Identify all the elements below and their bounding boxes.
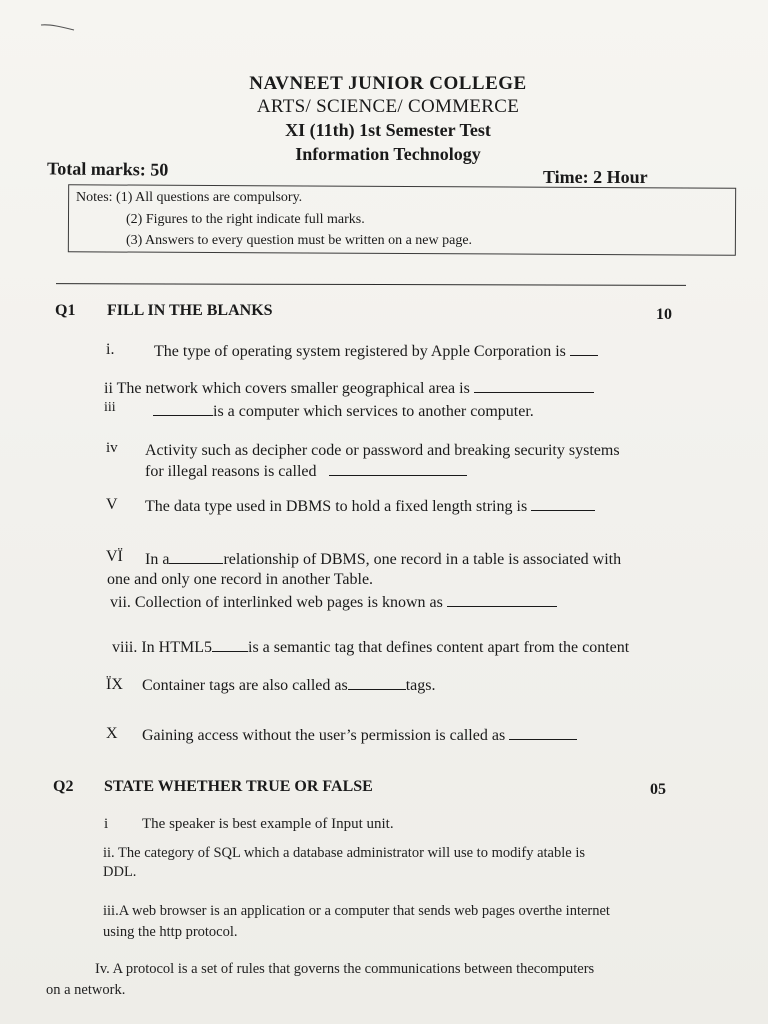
answer-blank [212,639,248,652]
note-2: (2) Figures to the right indicate full marks. [126,212,365,227]
q1-iv-line1: Activity such as decipher code or password and breaking security systems [145,442,620,459]
exam-time: Time: 2 Hour [543,167,648,187]
q1-iv-number: iv [106,440,118,456]
q1-iii-question: is a computer which services to another computer. [213,403,534,420]
q1-v-question: The data type used in DBMS to hold a fixed length string is [145,498,528,515]
q1-i-text [154,343,598,361]
q2-number: Q2 [53,778,74,795]
q1-x-number: X [106,725,118,742]
q1-ix-pre: Container tags are also called as [142,677,348,694]
q1-v-text [145,498,595,516]
q1-vi-text [145,551,621,569]
answer-blank [329,463,467,476]
total-marks: Total marks: 50 [46,158,169,180]
note-3: (3) Answers to every question must be written on a new page. [126,233,473,248]
q2-marks: 05 [650,781,666,798]
q1-v-number: V [106,496,118,513]
q1-viii-text [112,639,629,657]
q2-i-text: The speaker is best example of Input unit. [142,816,394,832]
q1-vi-line2: one and only one record in another Table. [107,571,374,588]
q2-iii-line1: iii.A web browser is an application or a computer that sends web pages overthe internet [103,903,610,919]
q2-ii-line1: ii. The category of SQL which a database administrator will use to modify atable is [103,845,585,861]
q1-iii-number: iii [104,400,116,415]
pen-stroke-mark [40,22,76,32]
q1-vii-text [110,594,557,612]
q1-i-question: The type of operating system registered by Apple Corporation is [154,343,566,360]
q1-viii-post: is a semantic tag that defines content apart from the content [248,639,630,656]
q1-iii-text [153,403,534,421]
q1-marks: 10 [656,306,672,323]
answer-blank [570,343,598,356]
q2-i-number: i [104,816,109,832]
q1-iv-question: for illegal reasons is called [145,463,317,480]
q2-title: STATE WHETHER TRUE OR FALSE [104,778,373,795]
q1-ix-number: ÏX [106,676,123,693]
q1-vi-number: VÏ [106,548,123,565]
q2-iv-line1: Iv. A protocol is a set of rules that governs the communications between thecomputers [95,961,595,977]
q1-title: FILL IN THE BLANKS [107,302,273,319]
answer-blank [509,727,577,740]
q1-x-text [142,727,577,745]
q2-iv-line2: on a network. [46,982,126,998]
q1-ii-text [104,380,594,398]
q1-ii-question: ii The network which covers smaller geographical area is [104,380,470,397]
answer-blank [153,403,213,416]
q1-ix-text [142,677,435,695]
q1-ix-post: tags. [405,677,436,694]
q1-number: Q1 [55,302,76,319]
q1-i-number: i. [106,341,115,358]
subject-title: Information Technology [295,144,481,164]
q1-vi-post: relationship of DBMS, one record in a table is associated with [223,551,622,568]
q1-iv-line2 [145,463,467,481]
answer-blank [447,594,557,607]
streams-line: ARTS/ SCIENCE/ COMMERCE [256,96,520,117]
answer-blank [474,380,594,393]
answer-blank [531,498,595,511]
note-1: Notes: (1) All questions are compulsory. [76,190,303,205]
q1-x-question: Gaining access without the user’s permission is called as [142,727,506,744]
exam-title: XI (11th) 1st Semester Test [285,120,491,140]
q1-vi-pre: In a [145,551,170,568]
divider-line [56,283,686,286]
q1-vii-question: vii. Collection of interlinked web pages is known as [110,594,443,611]
q1-viii-pre: viii. In HTML5 [112,639,212,656]
college-name: NAVNEET JUNIOR COLLEGE [249,73,527,94]
answer-blank [169,551,223,564]
answer-blank [348,677,406,690]
q2-iii-line2: using the http protocol. [103,924,238,940]
q2-ii-line2: DDL. [103,864,137,880]
